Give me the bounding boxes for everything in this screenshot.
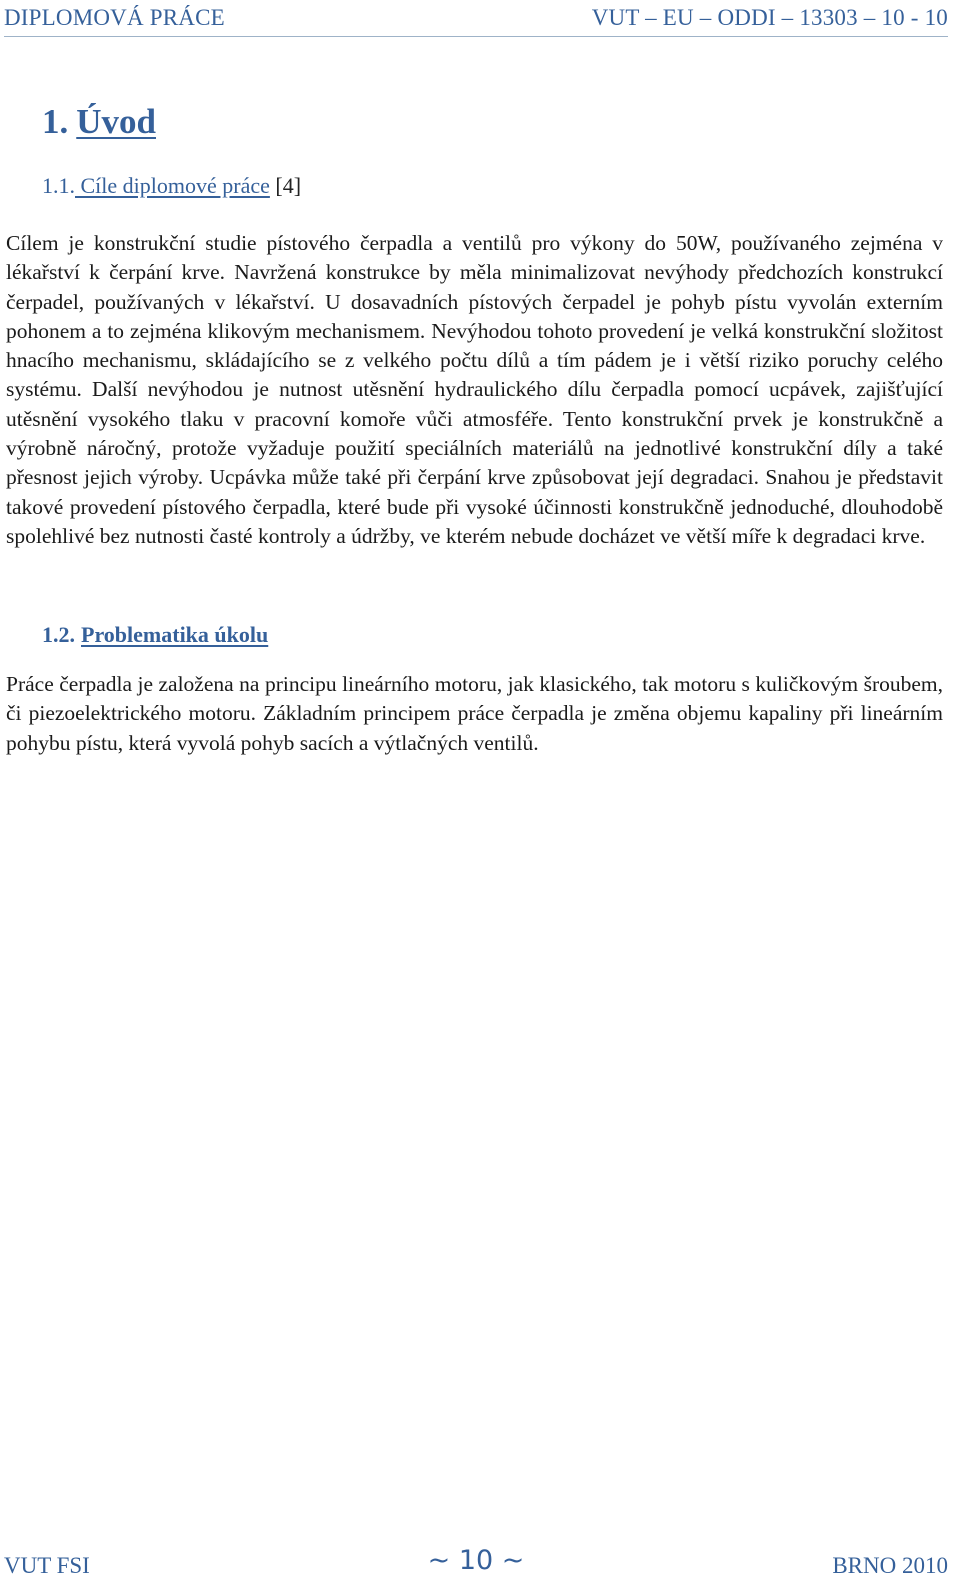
section-heading-goals	[42, 173, 301, 199]
footer-faculty: VUT FSI	[4, 1553, 90, 1578]
chapter-title: Úvod	[76, 102, 156, 141]
section-title: Cíle diplomové práce	[75, 173, 270, 198]
chapter-heading	[42, 102, 156, 142]
section-goals-paragraph: Cílem je konstrukční studie pístového čerpadla a ventilů pro výkony do 50W, používaného zejména v lékařství k čerpání krve. Navržená konstrukce by měla minimalizovat nevýhody předchozích konstrukcí čerpadel, používaných v lékařství. U dosavadních pístových čerpadel je pohyb pístu vyvolán externím pohonem a to zejména klikovým mechanismem. Nevýhodou tohoto provedení je velká konstrukční složitost hnacího mechanismu, skládajícího se z velkého počtu dílů a tím pádem je i větší riziko poruchy celého systému. Další nevýhodou je nutnost utěsnění hydraulického dílu čerpadla pomocí ucpávek, zajišťující utěsnění vysokého tlaku v pracovní komoře vůči atmosféře. Tento konstrukční prvek je konstrukčně a výrobně náročný, protože vyžaduje použití speciálních materiálů na jednotlivé konstrukční díly a také přesnost jejich výroby. Ucpávka může také při čerpání krve způsobovat její degradaci. Snahou je představit takové provedení pístového čerpadla, které bude při vysoké účinnosti konstrukčně jednoduché, dlouhodobě spolehlivé bez nutnosti časté kontroly a údržby, ve kterém nebude docházet ve větší míře k degradaci krve.	[6, 231, 943, 548]
section-number: 1.1.	[42, 173, 75, 198]
section-problem-paragraph: Práce čerpadla je založena na principu lineárního motoru, jak klasického, tak motoru s kuličkovým šroubem, či piezoelektrického motoru. Základním principem práce čerpadla je změna objemu kapaliny při lineárním pohybu pístu, která vyvolá pohyb sacích a výtlačných ventilů.	[6, 672, 943, 755]
section-heading-problem	[42, 622, 268, 648]
header-document-type: DIPLOMOVÁ PRÁCE	[4, 5, 225, 30]
section-number: 1.2.	[42, 622, 75, 647]
page-header	[4, 2, 948, 37]
citation-reference: [4]	[269, 173, 302, 198]
page-number: ~ 10 ~	[427, 1545, 525, 1576]
header-document-code: VUT – EU – ODDI – 13303 – 10 - 10	[591, 5, 948, 30]
page-footer	[4, 1545, 948, 1585]
section-title: Problematika úkolu	[81, 622, 269, 647]
chapter-number: 1.	[42, 102, 69, 141]
footer-place-year: BRNO 2010	[832, 1553, 948, 1578]
